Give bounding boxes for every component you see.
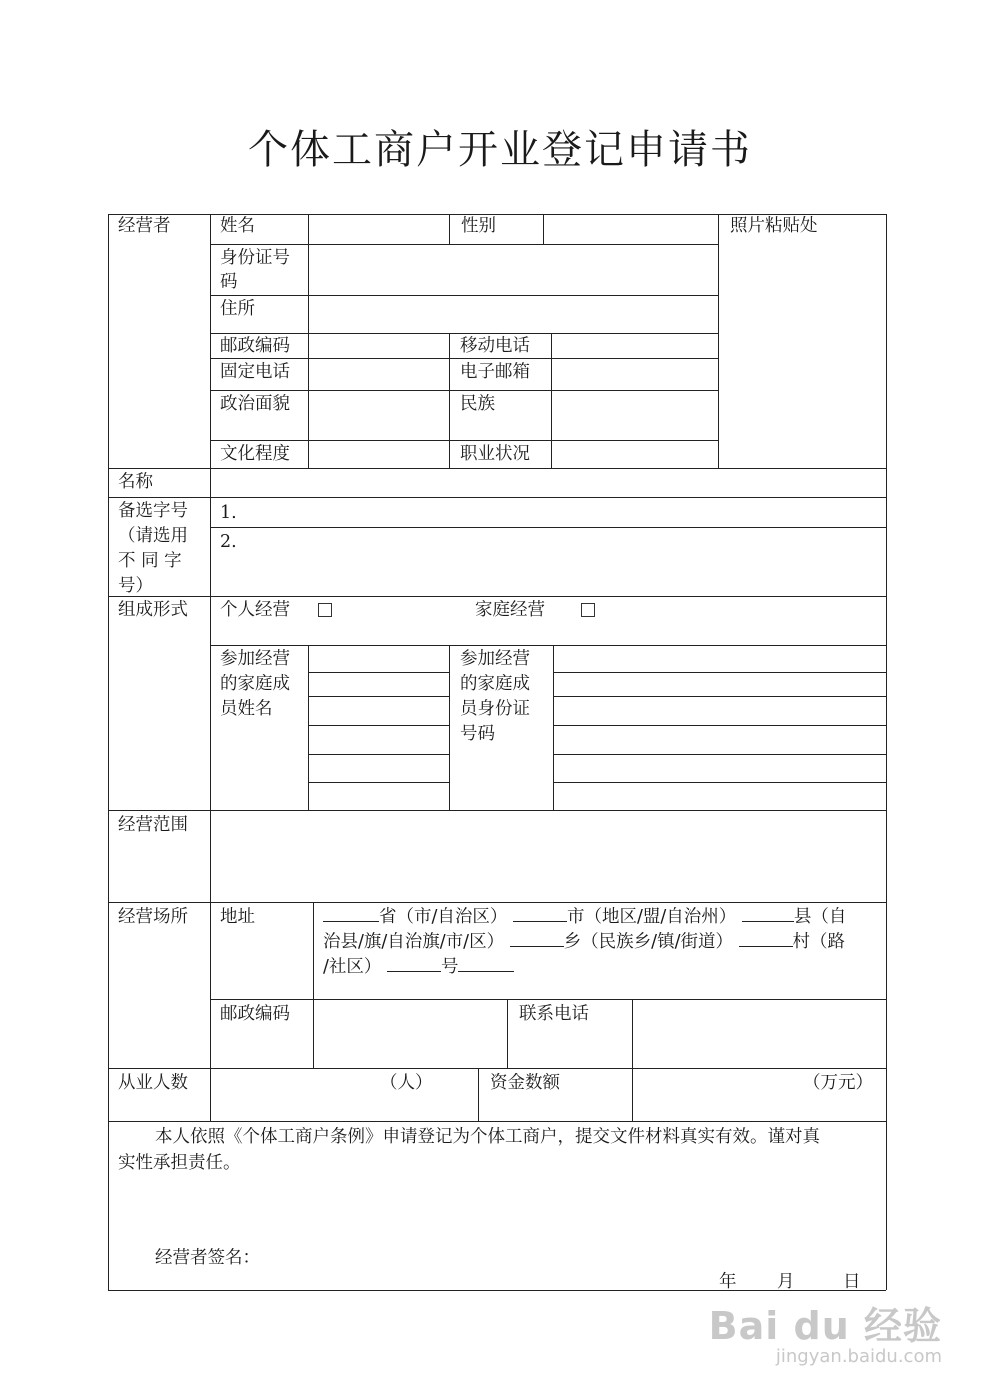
member-ids-label-line: 号码: [460, 724, 495, 744]
scope-field[interactable]: [212, 812, 884, 901]
ethnicity-label: 民族: [460, 394, 495, 414]
capital-label: 资金数额: [490, 1073, 560, 1093]
street-blank[interactable]: [387, 955, 441, 972]
signature-field[interactable]: [265, 1240, 565, 1270]
grid-line: [507, 999, 508, 1068]
province-blank[interactable]: [323, 905, 379, 922]
id-number-label-cont: 码: [220, 272, 238, 292]
address-line-1: [323, 905, 846, 929]
premises-label: 经营场所: [118, 907, 188, 927]
member-names-label-line: 的家庭成: [220, 674, 290, 694]
grid-line: [210, 645, 886, 646]
mobile-label: 移动电话: [460, 336, 530, 356]
member-names-label-line: 员姓名: [220, 699, 273, 719]
village-text-cont: /社区）: [323, 957, 382, 977]
declaration-text-cont: 实性承担责任。: [118, 1153, 241, 1173]
county-blank[interactable]: [742, 905, 794, 922]
staff-count-unit: （人）: [380, 1073, 433, 1093]
grid-line: [551, 333, 552, 468]
grid-line: [449, 214, 450, 244]
grid-line: [449, 645, 450, 810]
grid-line: [313, 902, 314, 1068]
grid-line: [210, 358, 718, 359]
table-border-bottom: [108, 1290, 886, 1291]
address-field[interactable]: [310, 297, 716, 332]
alt-name-2-field[interactable]: [240, 529, 884, 595]
address-line-3: [323, 955, 514, 979]
grid-line: [632, 999, 633, 1068]
number-blank[interactable]: [458, 955, 514, 972]
grid-line: [478, 1068, 479, 1121]
grid-line: [210, 295, 718, 296]
alt-names-label-line: 号）: [118, 576, 153, 596]
grid-line: [210, 999, 886, 1000]
grid-line: [210, 440, 718, 441]
grid-line: [308, 214, 309, 468]
form-title: 个体工商户开业登记申请书: [248, 127, 752, 173]
grid-line: [108, 902, 886, 903]
date-month: 月: [777, 1272, 795, 1292]
postal-code-field[interactable]: [310, 335, 447, 357]
family-option-label: 家庭经营: [475, 600, 545, 620]
alt-name-1-field[interactable]: [240, 499, 884, 526]
grid-line: [108, 1068, 886, 1069]
premises-postal-code-field[interactable]: [315, 1001, 505, 1067]
number-text: 号: [440, 957, 459, 977]
grid-line: [449, 333, 450, 468]
alt-name-2-number: 2.: [220, 532, 237, 552]
member-names-fields[interactable]: [310, 647, 447, 809]
member-ids-label: [460, 647, 550, 747]
member-ids-fields[interactable]: [555, 647, 884, 809]
township-text: 乡（民族乡/镇/街道）: [563, 932, 733, 952]
grid-line: [108, 1121, 886, 1122]
grid-line: [210, 527, 886, 528]
grid-line: [543, 214, 544, 244]
occupation-label: 职业状况: [460, 444, 530, 464]
postal-code-label: 邮政编码: [220, 336, 290, 356]
ethnicity-field[interactable]: [553, 392, 716, 439]
name-field[interactable]: [310, 216, 447, 243]
alt-names-label: [118, 499, 204, 599]
mobile-field[interactable]: [553, 335, 716, 357]
landline-field[interactable]: [310, 360, 447, 389]
grid-line: [108, 497, 886, 498]
address-line-2: [323, 930, 845, 954]
gender-field[interactable]: [545, 216, 716, 243]
grid-line: [553, 645, 554, 810]
grid-line: [632, 1068, 633, 1121]
scope-label: 经营范围: [118, 815, 188, 835]
alt-names-label-line: 备选字号: [118, 501, 188, 521]
org-form-label: 组成形式: [118, 600, 188, 620]
village-blank[interactable]: [739, 930, 793, 947]
grid-line: [210, 244, 718, 245]
table-border-left: [108, 214, 109, 1290]
occupation-field[interactable]: [553, 442, 716, 467]
township-blank[interactable]: [510, 930, 564, 947]
grid-line: [108, 810, 886, 811]
member-ids-label-line: 参加经营: [460, 649, 530, 669]
date-day: 日: [843, 1272, 861, 1292]
gender-label: 性别: [461, 216, 496, 236]
date-year: 年: [719, 1272, 737, 1292]
address-label: 住所: [220, 299, 255, 319]
premises-address-label: 地址: [220, 907, 255, 927]
political-field[interactable]: [310, 392, 447, 439]
county-text: 县（自: [793, 907, 847, 927]
province-text: 省（市/自治区）: [379, 907, 508, 927]
alt-names-label-line: （请选用: [118, 526, 188, 546]
signature-label: 经营者签名：: [155, 1248, 260, 1268]
staff-count-label: 从业人数: [118, 1073, 188, 1093]
family-checkbox[interactable]: [581, 603, 595, 617]
operator-section-label: 经营者: [118, 216, 171, 236]
individual-checkbox[interactable]: [318, 603, 332, 617]
city-text: 市（地区/盟/自治州）: [566, 907, 737, 927]
email-field[interactable]: [553, 360, 716, 389]
contact-phone-label: 联系电话: [519, 1004, 589, 1024]
city-blank[interactable]: [513, 905, 567, 922]
individual-option-label: 个人经营: [220, 600, 290, 620]
grid-line: [108, 468, 886, 469]
premises-postal-code-label: 邮政编码: [220, 1004, 290, 1024]
member-ids-label-line: 员身份证: [460, 699, 530, 719]
village-text: 村（路: [792, 932, 846, 952]
photo-label: 照片粘贴处: [730, 216, 818, 236]
grid-line: [210, 390, 718, 391]
email-label: 电子邮箱: [460, 362, 530, 382]
contact-phone-field[interactable]: [634, 1001, 884, 1067]
photo-area[interactable]: [720, 240, 884, 466]
county-text-cont: 治县/旗/自治旗/市/区）: [323, 932, 505, 952]
declaration-text: 本人依照《个体工商户条例》申请登记为个体工商户，提交文件材料真实有效。谨对真: [155, 1127, 820, 1147]
label-column-divider: [210, 214, 211, 1121]
member-ids-label-line: 的家庭成: [460, 674, 530, 694]
political-label: 政治面貌: [220, 394, 290, 414]
education-field[interactable]: [310, 442, 447, 467]
grid-line: [308, 645, 309, 810]
alt-name-1-number: 1.: [220, 503, 237, 523]
business-name-label: 名称: [118, 472, 153, 492]
table-border-right: [886, 214, 887, 1290]
baidu-jingyan-watermark: [709, 1295, 942, 1367]
education-label: 文化程度: [220, 444, 290, 464]
grid-line: [108, 596, 886, 597]
grid-line: [718, 214, 719, 468]
landline-label: 固定电话: [220, 362, 290, 382]
staff-count-field[interactable]: [212, 1070, 476, 1120]
alt-names-label-line: 不 同 字: [118, 551, 182, 571]
watermark-url: jingyan.baidu.com: [775, 1346, 942, 1367]
name-label: 姓名: [220, 216, 255, 236]
member-names-label-line: 参加经营: [220, 649, 290, 669]
id-number-label: 身份证号: [220, 248, 290, 268]
member-names-label: [220, 647, 306, 722]
capital-unit: （万元）: [803, 1073, 873, 1093]
id-number-field[interactable]: [310, 246, 716, 294]
business-name-field[interactable]: [212, 470, 884, 496]
watermark-brand: Bai du 经验: [708, 1304, 942, 1348]
